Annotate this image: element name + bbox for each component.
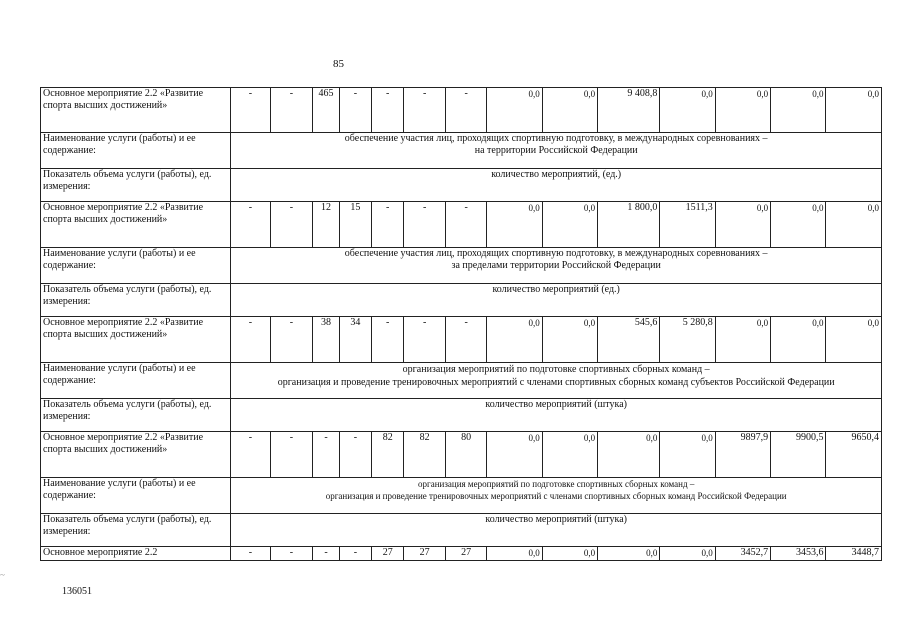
value-cell: 0,0 xyxy=(487,317,542,363)
value-cell: 0,0 xyxy=(542,202,597,248)
table-row-measure xyxy=(41,202,882,248)
value-cell: 0,0 xyxy=(771,317,826,363)
value-cell: 0,0 xyxy=(715,202,770,248)
service-description-line: организация мероприятий по подготовке спортивных сборных команд – xyxy=(402,364,710,375)
value-cell: 0,0 xyxy=(715,317,770,363)
value-cell: 0,0 xyxy=(771,202,826,248)
value-cell: 0,0 xyxy=(487,432,542,478)
service-description-line: обеспечение участия лиц, проходящих спортивную подготовку, в международных соревнованиях – xyxy=(344,133,768,144)
value-cell: 0,0 xyxy=(660,88,715,133)
value-cell: - xyxy=(339,547,371,561)
value-cell: 0,0 xyxy=(542,547,597,561)
value-cell: 38 xyxy=(313,317,340,363)
value-cell: - xyxy=(445,88,487,133)
row-label: Наименование услуги (работы) и ее содержание: xyxy=(41,248,231,284)
table-row-measure xyxy=(41,317,882,363)
value-cell: 9897,9 xyxy=(715,432,770,478)
value-cell: - xyxy=(445,317,487,363)
value-cell: 1511,3 xyxy=(660,202,715,248)
service-description-line: организация и проведение тренировочных мероприятий с членами спортивных сборных команд Российской Федерации xyxy=(325,491,787,501)
value-cell: - xyxy=(231,202,270,248)
service-description-line: на территории Российской Федерации xyxy=(474,145,638,156)
indicator-unit: количество мероприятий, (ед.) xyxy=(231,169,882,202)
table-body xyxy=(41,88,882,561)
value-cell: - xyxy=(339,432,371,478)
row-label: Показатель объема услуги (работы), ед. измерения: xyxy=(41,284,231,317)
table-row-indicator xyxy=(41,284,882,317)
value-cell: 0,0 xyxy=(771,88,826,133)
value-cell: 9900,5 xyxy=(771,432,826,478)
value-cell: 0,0 xyxy=(826,88,882,133)
table-row-indicator xyxy=(41,169,882,202)
indicator-unit: количество мероприятий (штука) xyxy=(231,399,882,432)
row-label: Наименование услуги (работы) и ее содержание: xyxy=(41,363,231,399)
value-cell: - xyxy=(231,547,270,561)
service-description-line: организация и проведение тренировочных мероприятий с членами спортивных сборных команд субъектов Российской Федерации xyxy=(277,377,835,388)
value-cell: 27 xyxy=(404,547,446,561)
document-code: 136051 xyxy=(62,586,92,597)
value-cell: 0,0 xyxy=(487,202,542,248)
value-cell: 1 800,0 xyxy=(598,202,660,248)
value-cell: 0,0 xyxy=(542,317,597,363)
value-cell: - xyxy=(270,88,313,133)
table-row-measure xyxy=(41,547,882,561)
service-description-line: за пределами территории Российской Федерации xyxy=(451,260,661,271)
value-cell: 9 408,8 xyxy=(598,88,660,133)
value-cell: 5 280,8 xyxy=(660,317,715,363)
value-cell: 3453,6 xyxy=(771,547,826,561)
value-cell: - xyxy=(404,202,446,248)
row-label: Основное мероприятие 2.2 «Развитие спорта высших достижений» xyxy=(41,202,231,248)
value-cell: - xyxy=(313,547,340,561)
value-cell: - xyxy=(372,317,404,363)
service-description xyxy=(231,248,882,284)
service-description-line: обеспечение участия лиц, проходящих спортивную подготовку, в международных соревнованиях – xyxy=(344,248,768,259)
value-cell: 82 xyxy=(372,432,404,478)
value-cell: - xyxy=(270,547,313,561)
row-label: Наименование услуги (работы) и ее содержание: xyxy=(41,478,231,514)
row-label: Показатель объема услуги (работы), ед. измерения: xyxy=(41,399,231,432)
value-cell: 0,0 xyxy=(660,547,715,561)
value-cell: - xyxy=(231,317,270,363)
table-row-measure xyxy=(41,88,882,133)
value-cell: 0,0 xyxy=(487,88,542,133)
row-label: Основное мероприятие 2.2 «Развитие спорта высших достижений» xyxy=(41,432,231,478)
value-cell: 0,0 xyxy=(826,317,882,363)
value-cell: 3452,7 xyxy=(715,547,770,561)
value-cell: - xyxy=(270,202,313,248)
row-label: Показатель объема услуги (работы), ед. измерения: xyxy=(41,514,231,547)
value-cell: 9650,4 xyxy=(826,432,882,478)
value-cell: - xyxy=(231,88,270,133)
value-cell: 34 xyxy=(339,317,371,363)
value-cell: - xyxy=(445,202,487,248)
service-description xyxy=(231,478,882,514)
value-cell: 80 xyxy=(445,432,487,478)
edge-mark: ~ xyxy=(0,570,5,580)
table-row-service xyxy=(41,133,882,169)
page-number: 85 xyxy=(333,58,344,70)
service-description-line: организация мероприятий по подготовке спортивных сборных команд – xyxy=(418,479,695,489)
row-label: Наименование услуги (работы) и ее содержание: xyxy=(41,133,231,169)
value-cell: 465 xyxy=(313,88,340,133)
value-cell: 545,6 xyxy=(598,317,660,363)
service-description xyxy=(231,133,882,169)
value-cell: - xyxy=(372,202,404,248)
value-cell: - xyxy=(313,432,340,478)
value-cell: 12 xyxy=(313,202,340,248)
value-cell: - xyxy=(270,432,313,478)
value-cell: 15 xyxy=(339,202,371,248)
value-cell: 27 xyxy=(372,547,404,561)
row-label: Основное мероприятие 2.2 «Развитие спорта высших достижений» xyxy=(41,88,231,133)
value-cell: - xyxy=(404,88,446,133)
indicator-unit: количество мероприятий (штука) xyxy=(231,514,882,547)
table-row-indicator xyxy=(41,514,882,547)
service-description xyxy=(231,363,882,399)
value-cell: 0,0 xyxy=(715,88,770,133)
row-label: Основное мероприятие 2.2 xyxy=(41,547,231,561)
value-cell: 3448,7 xyxy=(826,547,882,561)
value-cell: 0,0 xyxy=(487,547,542,561)
value-cell: - xyxy=(339,88,371,133)
value-cell: 0,0 xyxy=(542,88,597,133)
value-cell: - xyxy=(231,432,270,478)
row-label: Основное мероприятие 2.2 «Развитие спорта высших достижений» xyxy=(41,317,231,363)
value-cell: 0,0 xyxy=(826,202,882,248)
table-row-service xyxy=(41,478,882,514)
row-label: Показатель объема услуги (работы), ед. измерения: xyxy=(41,169,231,202)
value-cell: - xyxy=(372,88,404,133)
value-cell: 0,0 xyxy=(598,432,660,478)
table-row-service xyxy=(41,248,882,284)
value-cell: 0,0 xyxy=(598,547,660,561)
indicator-unit: количество мероприятий (ед.) xyxy=(231,284,882,317)
value-cell: - xyxy=(404,317,446,363)
program-table xyxy=(40,87,882,561)
table-row-indicator xyxy=(41,399,882,432)
value-cell: 0,0 xyxy=(660,432,715,478)
table-row-service xyxy=(41,363,882,399)
value-cell: 27 xyxy=(445,547,487,561)
value-cell: - xyxy=(270,317,313,363)
table-row-measure xyxy=(41,432,882,478)
value-cell: 82 xyxy=(404,432,446,478)
value-cell: 0,0 xyxy=(542,432,597,478)
